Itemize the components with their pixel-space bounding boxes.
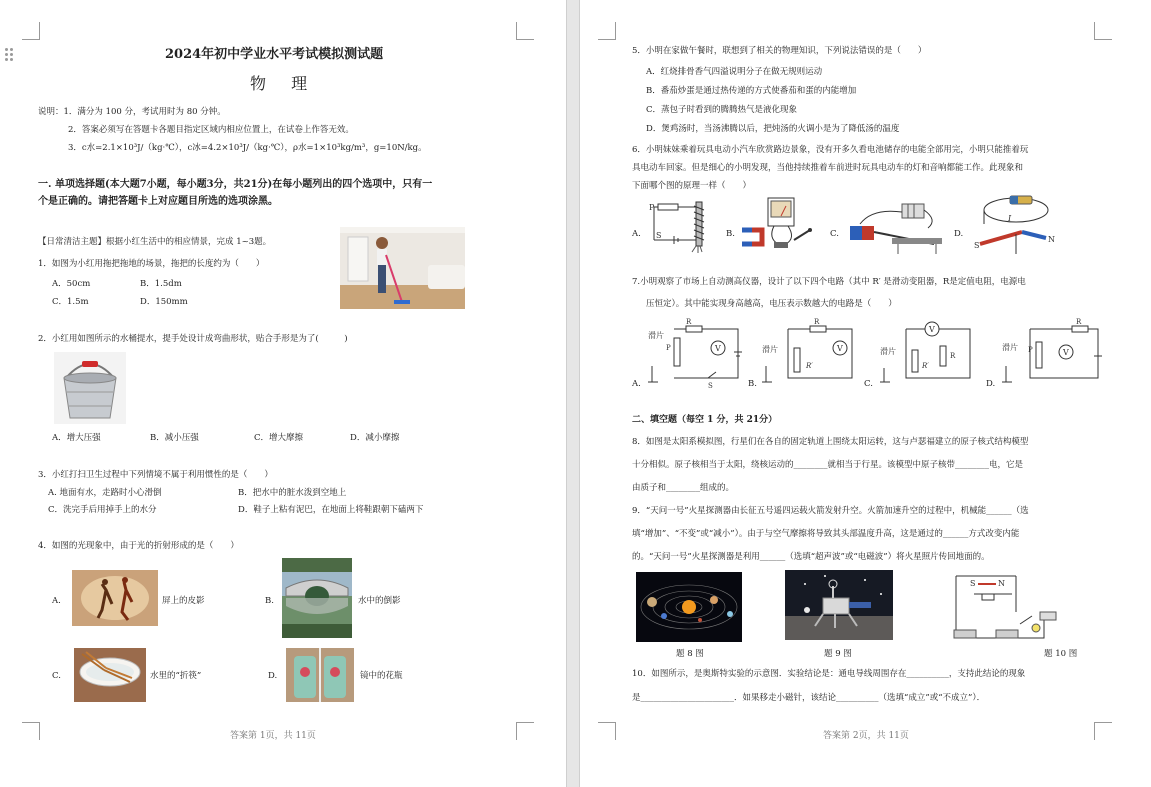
circuit-b [760,316,860,390]
q2-stem: 2．小红用如图所示的水桶提水，提手处设计成弯曲形状，贴合手形是为了( ) [38,334,348,344]
q4-option-a-letter[interactable]: A. [52,596,61,606]
q4-option-d-caption: 镜中的花瓶 [360,671,403,681]
fig10-caption: 题 10 图 [1044,649,1078,659]
drag-handle-icon[interactable] [5,48,13,62]
q3-option-c[interactable]: C．洗完手后用掉手上的水分 [48,505,157,515]
q5-option-a[interactable]: A．红烧排骨香气四溢说明分子在做无规则运动 [646,67,823,77]
instruction-2: 2．答案必须写在答题卡各题目指定区域内相应位置上，在试卷上作答无效。 [68,125,354,135]
q6-option-c-letter[interactable]: C. [830,229,839,239]
q6-option-d-letter[interactable]: D. [954,229,964,239]
crop-mark [22,722,40,740]
q4-option-a-caption: 屏上的皮影 [162,596,205,606]
instruction-1: 说明：1．满分为 100 分，考试用时为 80 分钟。 [38,107,226,117]
q1-stem: 1．如图为小红用拖把拖地的场景，拖把的长度约为（ ） [38,259,265,269]
label-s-pole: S [974,241,980,250]
q4-option-c-caption: 水里的“折筷” [150,671,202,681]
bucket-photo [54,352,126,424]
label-n-pole: N [1048,235,1055,244]
solar-system-image [636,572,742,642]
q6-option-b-letter[interactable]: B. [726,229,735,239]
q4-stem: 4．如图的光现象中，由于光的折射形成的是（ ） [38,541,239,551]
q3-option-b[interactable]: B．把水中的脏水泼到空地上 [238,488,347,498]
q7-option-a-letter[interactable]: A. [632,379,641,389]
q6-stem-2: 具电动车回家。但是细心的小明发现，当他持续推着车前进时玩具电动车的灯和音响都能工作。此现象和 [632,163,1024,173]
section1-heading-cont: 个是正确的。请把答题卡上对应题目所选的选项涂黑。 [38,196,278,207]
crop-mark [1094,722,1112,740]
motor-diagram [842,200,946,256]
crop-mark [1094,22,1112,40]
q7-option-d-letter[interactable]: D. [986,379,996,389]
q8-stem-2: 十分相似。原子核相当于太阳，绕核运动的________就相当于行星。该模型中原子核带________电，它是 [632,460,1024,470]
crop-mark [598,722,616,740]
q7-option-b-letter[interactable]: B. [748,379,757,389]
slider-label: 滑片 [762,345,778,354]
q4-option-b-letter[interactable]: B. [265,596,274,606]
q10-stem: 10．如图所示，是奥斯特实验的示意图．实验结论是：通电导线周围存在__________，支持此结论的现象 [632,669,1026,679]
instruction-3: 3．c水=2.1×10³J/（kg·℃），c冰=4.2×10³J/（kg·℃），ρ水=1×10³kg/m³，g=10N/kg。 [68,143,427,153]
slider-label: 滑片 [1002,343,1018,352]
q1-option-a[interactable]: A．50cm [52,279,91,289]
page-1 [0,0,566,787]
r-label: R [814,318,820,326]
fig9-caption: 题 9 图 [824,649,852,659]
q7-option-c-letter[interactable]: C. [864,379,873,389]
v-label: V [715,344,721,353]
crop-mark [516,722,534,740]
v-label: V [1063,348,1069,357]
mopping-photo [340,227,465,309]
crop-mark [22,22,40,40]
slider-label: 滑片 [880,347,896,356]
p-label: P [1028,346,1033,354]
label-p: P [649,203,655,212]
section1-heading: 一. 单项选择题(本大题7小题，每小题3分，共21分)在每小题列出的四个选项中，只有一 [38,179,433,190]
v-label: V [929,325,935,334]
fig8-caption: 题 8 图 [676,649,704,659]
q6-stem: 6．小明妹妹乘着玩具电动小汽车欣赏路边景象，没有开多久看电池储存的电能全部用完，小明只能推着玩 [632,145,1029,155]
subject-title: 物 理 [250,74,318,93]
circuit-a [646,316,746,390]
q1-option-c[interactable]: C．1.5m [52,297,89,307]
page-2 [580,0,1151,787]
q7-stem-2: 压恒定）。其中能实现身高越高，电压表示数越大的电路是（ ） [646,299,897,309]
page-footer: 答案第 2页，共 11页 [823,731,909,741]
q5-option-b[interactable]: B．番茄炒蛋是通过热传递的方式使番茄和蛋的内能增加 [646,86,857,96]
q7-stem: 7.小明观察了市场上自动测高仪器，设计了以下四个电路（其中 R′ 是滑动变阻器，R是定值电阻，电源电 [632,277,1026,287]
mirror-vase-photo [286,648,354,702]
q2-option-c[interactable]: C．增大摩擦 [254,433,304,443]
q3-stem: 3．小红打扫卫生过程中下列情境不属于利用惯性的是（ ） [38,470,273,480]
bent-chopsticks-photo [74,648,146,702]
q9-stem-3: 的。“天问一号”火星探测器是利用______（选填“超声波”或“电磁波”）将火星照片传回地面的。 [632,552,990,562]
label-s: S [656,231,662,240]
q2-option-b[interactable]: B．减小压强 [150,433,199,443]
q4-option-c-letter[interactable]: C. [52,671,61,681]
q9-stem: 9．“天问一号”火星探测器由长征五号遥四运载火箭发射升空。火箭加速升空的过程中，机械能______（选 [632,506,1029,516]
label-n: N [998,579,1005,588]
p-label: P [666,344,671,352]
generator-diagram [738,194,820,256]
q1-option-d[interactable]: D．150mm [140,297,188,307]
shadow-puppet-photo [72,570,158,626]
q6-stem-3: 下面哪个图的原理一样（ ） [632,181,752,191]
circuit-c [878,316,978,390]
exam-title: 2024年初中学业水平考试模拟测试题 [165,47,384,62]
oersted-diagram [972,194,1058,258]
label-s: S [970,579,976,588]
rp-label: R′ [922,362,929,370]
q2-option-d[interactable]: D．减小摩擦 [350,433,400,443]
mars-lander-image [785,570,893,640]
theme-context: 【日常清洁主题】根据小红生活中的相应情景，完成 1~3题。 [38,237,272,247]
oersted-experiment-diagram [936,572,1070,644]
q9-stem-2: 填“增加”、“不变”或“减小”）。由于与空气摩擦将导致其头部温度升高，这是通过的______方式改变内能 [632,529,1020,539]
electromagnet-diagram [644,196,720,254]
q6-option-a-letter[interactable]: A. [632,229,641,239]
section2-heading: 二、填空题（每空 1 分，共 21分） [632,415,778,425]
q8-stem: 8．如图是太阳系模拟图，行星们在各自的固定轨道上围绕太阳运转，这与卢瑟福建立的原子核式结构模型 [632,437,1029,447]
q4-option-d-letter[interactable]: D. [268,671,278,681]
bridge-reflection-photo [282,558,352,638]
page-footer: 答案第 1页，共 11页 [230,731,316,741]
q8-stem-3: 由质子和________组成的。 [632,483,735,493]
q2-option-a[interactable]: A．增大压强 [52,433,101,443]
crop-mark [598,22,616,40]
circuit-d [1000,316,1104,390]
rp-label: R′ [806,362,813,370]
q5-option-c[interactable]: C．蒸包子时看到的腾腾热气是液化现象 [646,105,798,115]
q5-stem: 5．小明在家做午餐时，联想到了相关的物理知识，下列说法错误的是（ ） [632,46,927,56]
q10-stem-2: 是______________________．如果移走小磁针，该结论__________（选填“成立”或“不成立”）． [632,693,986,703]
page-gutter [566,0,580,787]
crop-mark [516,22,534,40]
s-label: S [708,382,713,390]
q5-option-d[interactable]: D．煲鸡汤时，当汤沸腾以后，把炖汤的火调小是为了降低汤的温度 [646,124,900,134]
q4-option-b-caption: 水中的倒影 [358,596,401,606]
r-label: R [1076,318,1082,326]
label-i: I [1008,214,1012,223]
q3-option-d[interactable]: D．鞋子上粘有泥巴，在地面上将鞋跟朝下磕两下 [238,505,424,515]
v-label: V [837,344,843,353]
q3-option-a[interactable]: A. 地面有水，走路时小心滑倒 [48,488,162,498]
r-label: R [686,318,692,326]
r-label: R [950,352,956,360]
slider-label: 滑片 [648,331,664,340]
q1-option-b[interactable]: B．1.5dm [140,279,182,289]
